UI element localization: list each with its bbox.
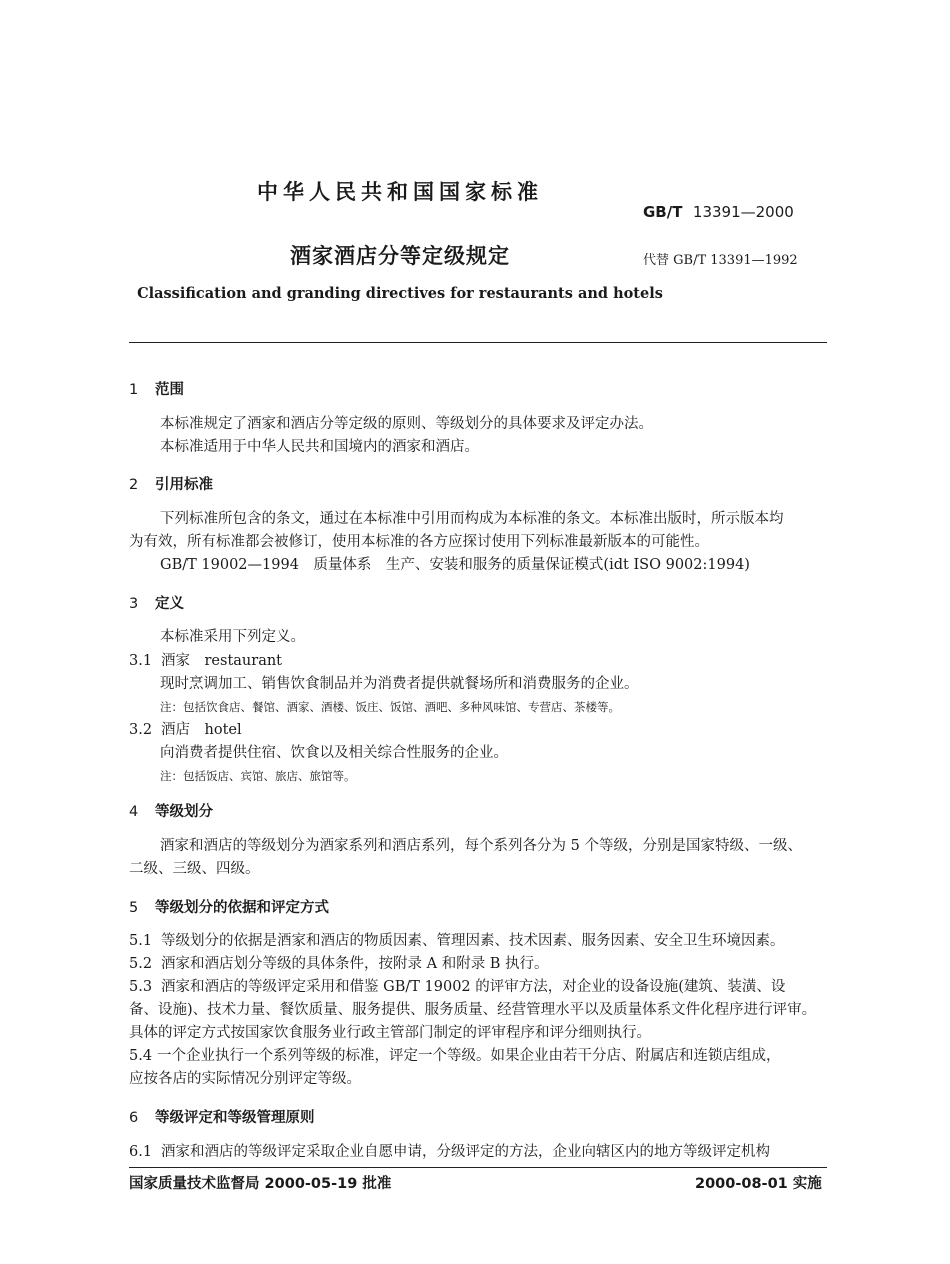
code-prefix: GB/T	[643, 203, 683, 221]
section-title: 定义	[155, 596, 184, 612]
section-3-heading	[129, 592, 184, 613]
clause-number: 5.3	[129, 979, 153, 995]
clause-5-2	[129, 953, 549, 975]
section-2-heading	[129, 473, 213, 494]
definition-3-1-term	[129, 650, 282, 672]
term: 酒店 hotel	[161, 722, 242, 738]
paragraph: 本标准规定了酒家和酒店分等定级的原则、等级划分的具体要求及评定办法。	[160, 416, 653, 432]
definition-3-2: 向消费者提供住宿、饮食以及相关综合性服务的企业。	[160, 745, 508, 761]
clause-text: 一个企业执行一个系列等级的标准，评定一个等级。如果企业由若干分店、附属店和连锁店组成，	[157, 1048, 781, 1064]
paragraph: 二级、三级、四级。	[129, 861, 260, 877]
clause-number: 6.1	[129, 1144, 153, 1160]
clause-number: 5.4	[129, 1048, 153, 1064]
section-6-heading	[129, 1106, 315, 1127]
section-title: 范围	[155, 382, 184, 398]
approval-line: 国家质量技术监督局 2000-05-19 批准	[129, 1176, 392, 1192]
clause-number: 3.2	[129, 722, 153, 738]
paragraph: 本标准采用下列定义。	[160, 629, 305, 645]
section-number: 4	[129, 804, 139, 820]
section-number: 2	[129, 477, 139, 493]
code-number: 13391—2000	[692, 203, 794, 221]
clause-text: 等级划分的依据是酒家和酒店的物质因素、管理因素、技术因素、服务因素、安全卫生环境因素。	[161, 933, 785, 949]
implementation-date: 2000-08-01 实施	[695, 1176, 822, 1192]
section-title: 引用标准	[155, 477, 213, 493]
section-number: 3	[129, 596, 139, 612]
note-3-2: 注：包括饭店、宾馆、旅店、旅馆等。	[160, 769, 356, 783]
clause-5-4	[129, 1045, 781, 1067]
national-standard-heading: 中华人民共和国国家标准	[257, 180, 543, 204]
clause-number: 5.1	[129, 933, 153, 949]
section-number: 1	[129, 382, 139, 398]
standard-code	[643, 203, 794, 221]
section-number: 5	[129, 900, 139, 916]
section-5-heading	[129, 896, 329, 917]
section-title: 等级划分的依据和评定方式	[155, 900, 329, 916]
paragraph: 为有效，所有标准都会被修订，使用本标准的各方应探讨使用下列标准最新版本的可能性。	[129, 534, 709, 550]
clause-text: 酒家和酒店的等级评定采用和借鉴 GB/T 19002 的评审方法，对企业的设备设施(建筑、装潢、设	[161, 979, 786, 995]
section-title: 等级划分	[155, 804, 213, 820]
clause-5-3	[129, 976, 785, 998]
paragraph: 本标准适用于中华人民共和国境内的酒家和酒店。	[160, 439, 479, 455]
term: 酒家 restaurant	[161, 653, 283, 669]
footer-divider	[129, 1167, 827, 1168]
clause-6-1	[129, 1141, 770, 1163]
clause-text: 酒家和酒店的等级评定采取企业自愿申请，分级评定的方法，企业向辖区内的地方等级评定机构	[161, 1144, 770, 1160]
clause-number: 3.1	[129, 653, 153, 669]
section-1-heading	[129, 378, 184, 399]
note-3-1: 注：包括饮食店、餐馆、酒家、酒楼、饭庄、饭馆、酒吧、多种风味馆、专营店、茶楼等。	[160, 700, 620, 714]
definition-3-2-term	[129, 719, 242, 741]
paragraph: 下列标准所包含的条文，通过在本标准中引用而构成为本标准的条文。本标准出版时，所示版本均	[160, 511, 784, 527]
clause-5-3-cont: 备、设施)、技术力量、餐饮质量、服务提供、服务质量、经营管理水平以及质量体系文件化程序进行评审。	[129, 1002, 817, 1018]
section-number: 6	[129, 1110, 139, 1126]
clause-5-3-cont: 具体的评定方式按国家饮食服务业行政主管部门制定的评审程序和评分细则执行。	[129, 1025, 651, 1041]
replaces-note: 代替 GB/T 13391—1992	[643, 253, 798, 268]
clause-number: 5.2	[129, 956, 153, 972]
clause-5-4-cont: 应按各店的实际情况分别评定等级。	[129, 1071, 361, 1087]
section-4-heading	[129, 800, 213, 821]
reference-standard: GB/T 19002—1994 质量体系 生产、安装和服务的质量保证模式(idt ISO 9002:1994)	[160, 557, 750, 573]
document-title: 酒家酒店分等定级规定	[290, 244, 510, 268]
english-title: Classification and granding directives for restaurants and hotels	[137, 285, 663, 302]
section-title: 等级评定和等级管理原则	[155, 1110, 315, 1126]
clause-5-1	[129, 930, 785, 952]
header-divider	[129, 342, 827, 343]
clause-text: 酒家和酒店划分等级的具体条件，按附录 A 和附录 B 执行。	[161, 956, 549, 972]
paragraph: 酒家和酒店的等级划分为酒家系列和酒店系列，每个系列各分为 5 个等级，分别是国家特级、一级、	[160, 838, 802, 854]
definition-3-1: 现时烹调加工、销售饮食制品并为消费者提供就餐场所和消费服务的企业。	[160, 676, 639, 692]
